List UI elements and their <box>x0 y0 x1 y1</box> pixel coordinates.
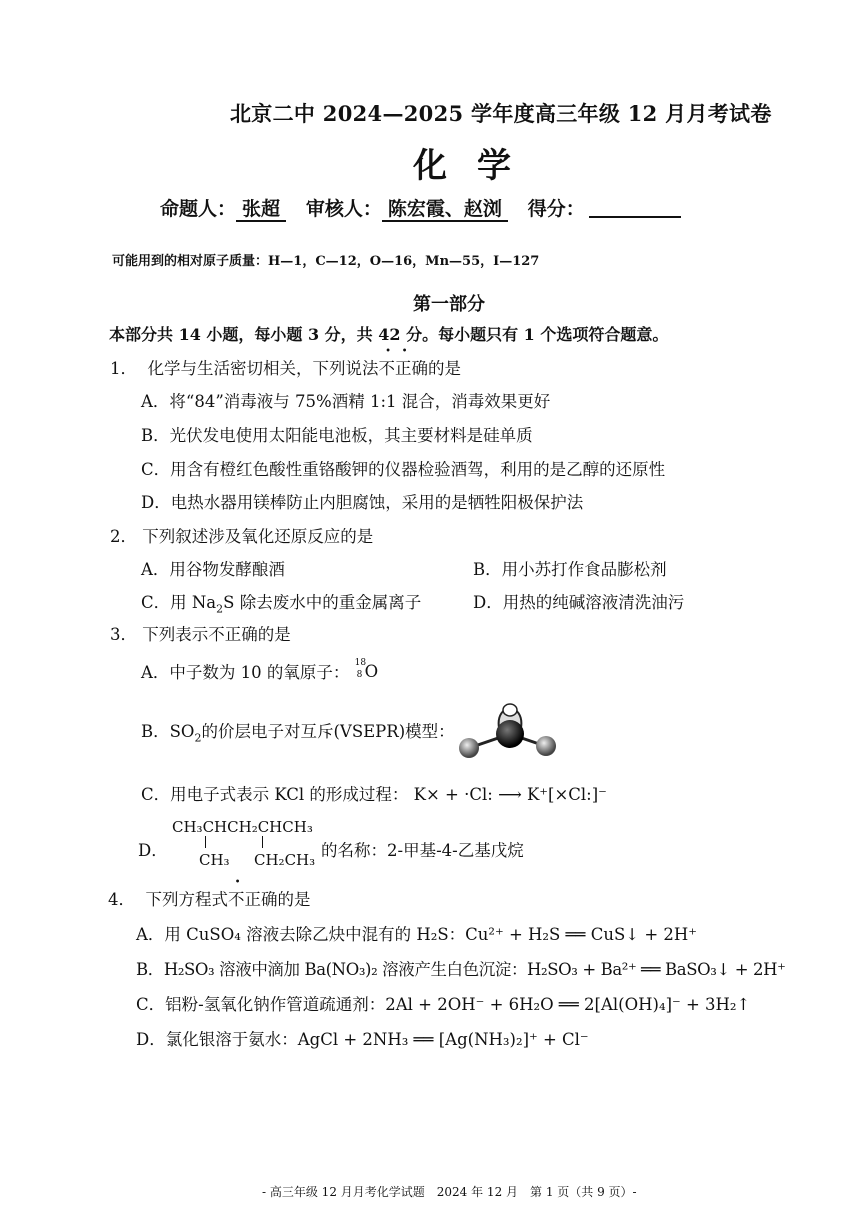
q1-option-a: A．将“84”消毒液与 75%酒精 1:1 混合，消毒效果更好 <box>141 392 551 411</box>
author-label: 命题人： <box>160 198 237 220</box>
q1-number: 1． <box>110 359 137 378</box>
q3-option-c <box>141 781 607 805</box>
q2-number: 2． <box>110 527 137 546</box>
q2-stem-text: 下列叙述涉及氧化还原反应的是 <box>142 527 374 546</box>
q3-d-bond-2 <box>262 836 263 848</box>
exam-title: 北京二中 2024—2025 学年度高三年级 12 月月考试卷 <box>230 101 772 126</box>
q1-stem-text: 化学与生活密切相关，下列说法 <box>147 359 379 378</box>
q3-b-sub: 2 <box>194 731 202 745</box>
q2-c-sub: 2 <box>216 602 224 616</box>
q3-option-a <box>141 659 377 683</box>
q3-d-bond-1 <box>205 836 206 848</box>
q3-b-pre: B．SO <box>141 722 195 741</box>
q3-stem <box>110 621 291 645</box>
q2-option-b: B．用小苏打作食品膨松剂 <box>473 560 667 579</box>
q3-b-post: 的价层电子对互斥(VSEPR)模型： <box>201 722 455 741</box>
section-title: 第一部分 <box>413 294 485 315</box>
q3-a-mass-number: 18 <box>354 658 367 668</box>
q1-option-b: B．光伏发电使用太阳能电池板，其主要材料是硅单质 <box>141 426 533 445</box>
q2-option-d: D．用热的纯碱溶液清洗油污 <box>473 593 685 612</box>
author-line <box>160 194 681 221</box>
q3-option-d-label: D． <box>138 841 168 860</box>
q3-d-name: 的名称：2-甲基-4-乙基戊烷 <box>321 841 524 860</box>
reviewer-label: 审核人： <box>305 198 382 220</box>
q3-d-branch-methyl: CH₃ <box>199 851 230 869</box>
reviewer-names: 陈宏霞、赵浏 <box>382 198 508 222</box>
q3-option-b <box>141 718 455 744</box>
q1-stem-end: 确的是 <box>411 359 461 378</box>
subject-title: 化学 <box>413 146 541 186</box>
q3-a-isotope <box>354 658 379 682</box>
q4-option-c: C．铝粉-氢氧化钠作管道疏通剂：2Al + 2OH⁻ + 6H₂O ══ 2[Al(OH)₄]⁻ + 3H₂↑ <box>136 995 751 1014</box>
score-blank <box>589 198 681 218</box>
q1-option-d: D．电热水器用镁棒防止内胆腐蚀，采用的是牺牲阳极保护法 <box>141 493 584 512</box>
q4-number: 4． <box>108 890 135 909</box>
q3-d-main-chain: CH₃CHCH₂CHCH₃ <box>172 818 313 836</box>
q3-d-branch-ethyl: CH₂CH₃ <box>254 851 316 869</box>
q3-stem-text: 下列表示不正确的是 <box>142 625 291 644</box>
q3-a-element: O <box>364 662 379 681</box>
q3-a-text: A．中子数为 10 的氧原子： <box>141 663 350 682</box>
page-footer: - 高三年级 12 月月考化学试题 2024 年 12 月 第 1 页（共 9 页）- <box>262 1185 637 1199</box>
section-instructions: 本部分共 14 小题，每小题 3 分，共 42 分。每小题只有 1 个选项符合题意。 <box>109 325 669 344</box>
q4-emphasis: 不 <box>228 890 245 909</box>
q2-option-a: A．用谷物发酵酿酒 <box>141 560 285 579</box>
q2-stem <box>110 523 373 547</box>
q4-stem-end: 正确的是 <box>244 890 311 909</box>
atomic-masses: 可能用到的相对原子质量：H—1，C—12，O—16，Mn—55，I—127 <box>112 254 540 269</box>
vsepr-model-image <box>455 690 565 765</box>
q3-number: 3． <box>110 625 137 644</box>
q4-option-b: B．H₂SO₃ 溶液中滴加 Ba(NO₃)₂ 溶液产生白色沉淀：H₂SO₃ + Ba²⁺ ══ BaSO₃↓ + 2H⁺ <box>136 960 786 979</box>
q2-option-c <box>141 589 421 615</box>
q1-emphasis-2: 正 <box>395 359 412 378</box>
q1-emphasis-1: 不 <box>378 359 395 378</box>
q2-c-post: S 除去废水中的重金属离子 <box>223 593 422 612</box>
q3-c-text: C．用电子式表示 KCl 的形成过程： <box>141 785 409 804</box>
q4-stem-text: 下列方程式 <box>145 890 228 909</box>
score-label: 得分： <box>527 198 585 220</box>
q3-a-atomic-number: 8 <box>356 670 363 680</box>
q2-c-pre: C．用 Na <box>141 593 217 612</box>
q1-option-c: C．用含有橙红色酸性重铬酸钾的仪器检验酒驾，利用的是乙醇的还原性 <box>141 460 666 479</box>
q3-c-electron-formula: K× + ·Cl: ⟶ K⁺[×Cl:]⁻ <box>413 785 607 804</box>
author-name: 张超 <box>236 198 286 222</box>
q1-stem <box>110 355 461 379</box>
q4-stem <box>108 886 311 910</box>
q4-option-d: D．氯化银溶于氨水：AgCl + 2NH₃ ══ [Ag(NH₃)₂]⁺ + Cl⁻ <box>136 1030 589 1049</box>
q4-option-a: A．用 CuSO₄ 溶液去除乙炔中混有的 H₂S：Cu²⁺ + H₂S ══ CuS↓ + 2H⁺ <box>136 925 697 944</box>
